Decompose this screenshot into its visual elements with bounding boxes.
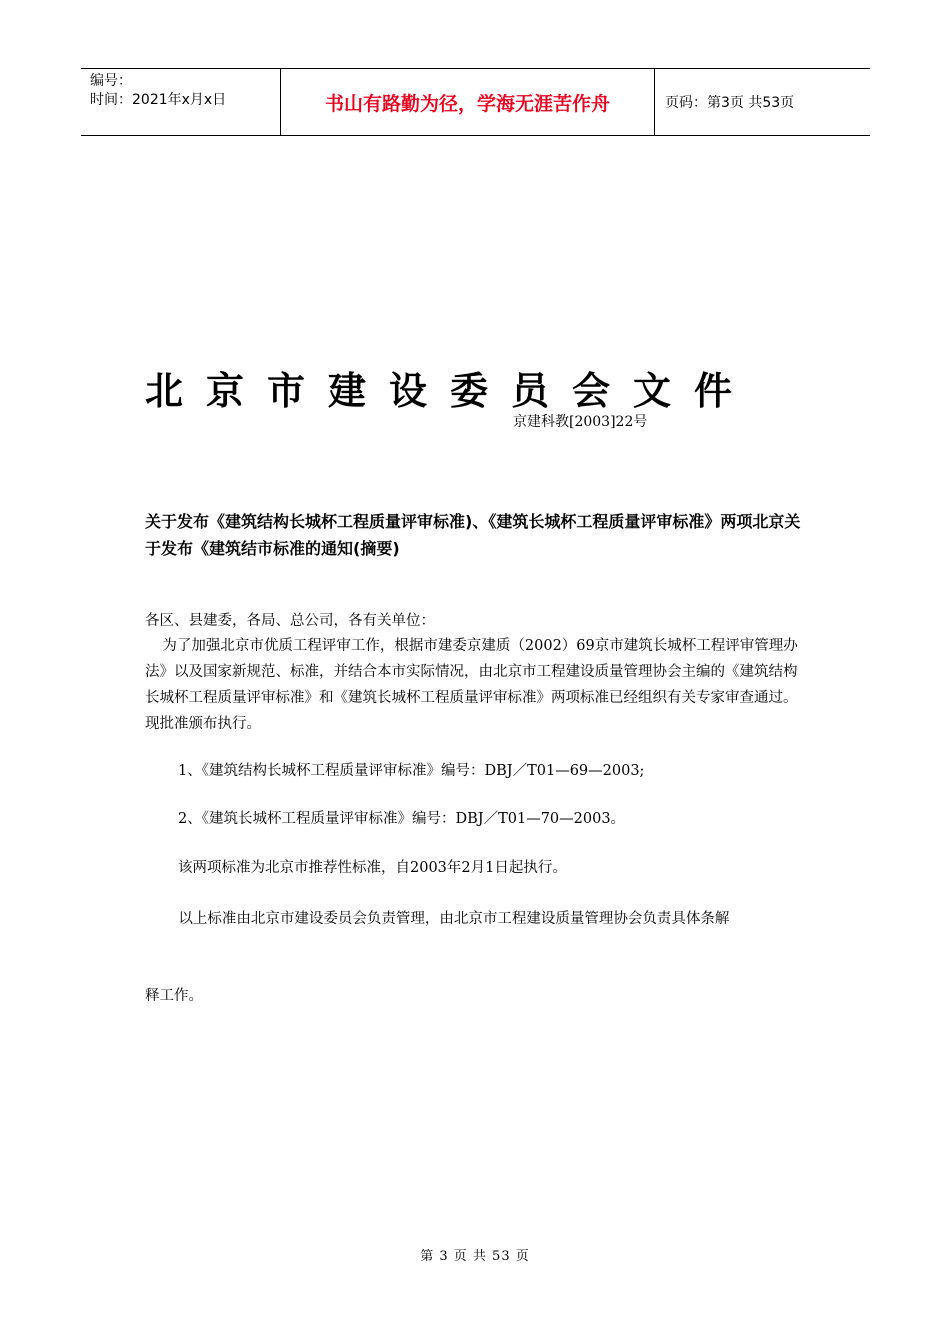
header-motto: 书山有路勤为径，学海无涯苦作舟 bbox=[281, 69, 655, 135]
page-footer: 第 3 页 共 53 页 bbox=[420, 1249, 530, 1264]
header-meta-cell bbox=[81, 69, 281, 135]
standard-item-2: 2、《建筑长城杯工程质量评审标准》编号：DBJ／T01—70—2003。 bbox=[178, 811, 626, 827]
issuer-title: 北京市建设委员会文件 bbox=[145, 369, 756, 413]
number-label: 编号： bbox=[90, 73, 132, 89]
header-table bbox=[81, 68, 870, 136]
header-page-label: 页码：第3页 共53页 bbox=[665, 95, 795, 111]
recipients-line: 各区、县建委，各局、总公司，各有关单位： bbox=[145, 613, 435, 629]
administration-paragraph-end: 释工作。 bbox=[145, 988, 203, 1004]
notice-title: 关于发布《建筑结构长城杯工程质量评审标准)、《建筑长城杯工程质量评审标准》两项北京关于发布《建筑结市标准的通知(摘要) bbox=[145, 512, 801, 558]
effective-date-paragraph: 该两项标准为北京市推荐性标准，自2003年2月1日起执行。 bbox=[178, 860, 567, 876]
date-label: 时间：2021年x月x日 bbox=[90, 92, 227, 108]
main-paragraph: 为了加强北京市优质工程评审工作，根据市建委京建质（2002）69京市建筑长城杯工程评审管理办法》以及国家新规范、标准，并结合本市实际情况，由北京市工程建设质量管理协会主编的《建筑结构长城杯工程质量评审标准》和《建筑长城杯工程质量评审标准》两项标准已经组织有关专家审查通过。现批准颁布执行。 bbox=[145, 638, 798, 732]
administration-paragraph: 以上标准由北京市建设委员会负责管理，由北京市工程建设质量管理协会负责具体条解 bbox=[178, 911, 730, 927]
document-number: 京建科教[2003]22号 bbox=[513, 414, 648, 430]
standard-item-1: 1、《建筑结构长城杯工程质量评审标准》编号：DBJ／T01—69—2003; bbox=[178, 763, 645, 779]
